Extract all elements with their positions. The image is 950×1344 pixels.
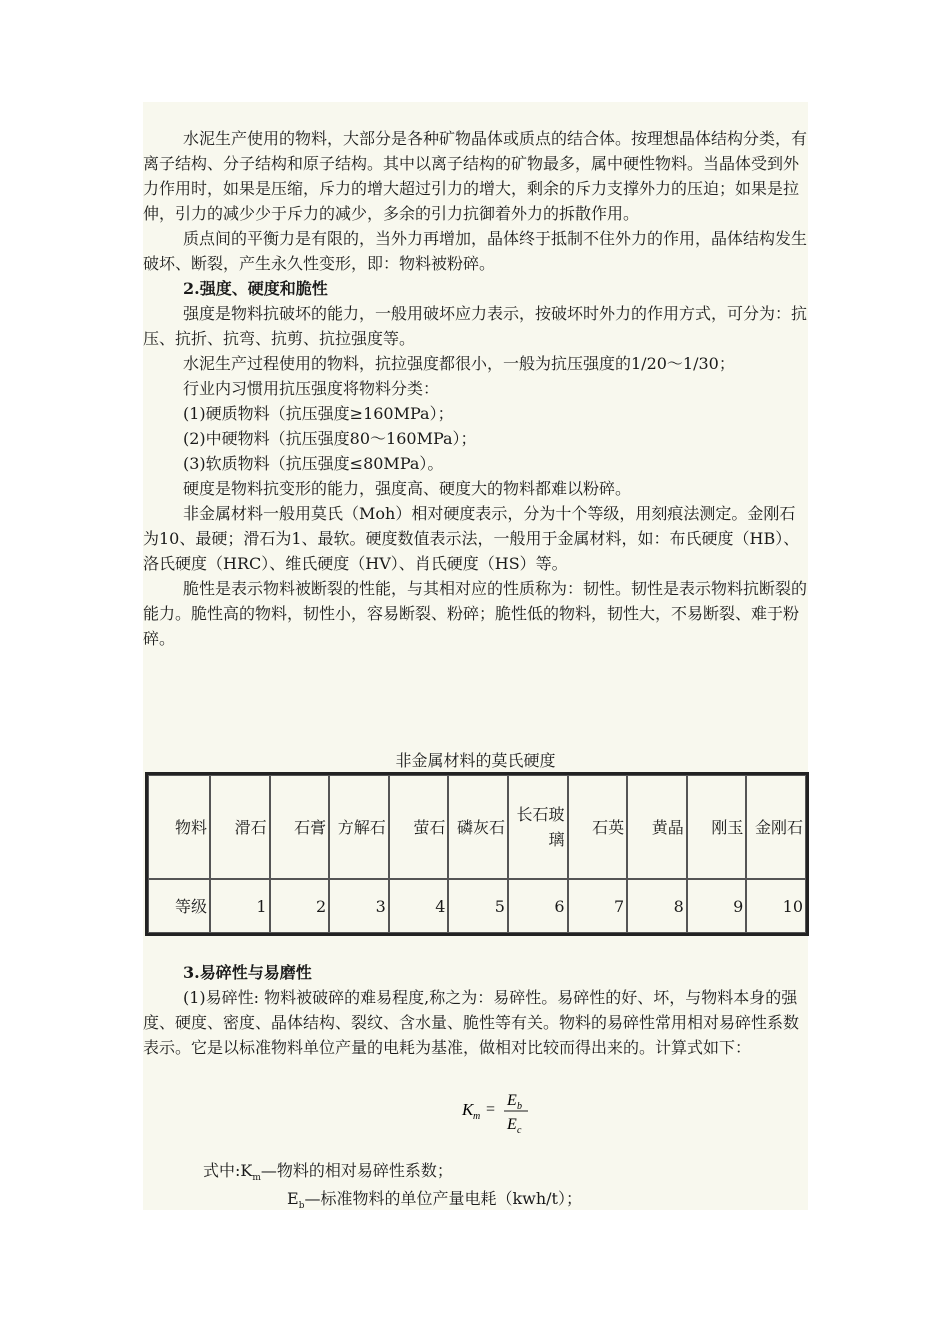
table-cell: 1 [210, 879, 270, 933]
mohs-hardness-table [145, 772, 809, 936]
section-heading: 3.易碎性与易磨性 [183, 963, 312, 982]
formula-lhs: K [462, 1100, 474, 1119]
section-3 [143, 960, 808, 1060]
formula-denominator: E [507, 1116, 517, 1133]
paragraph: 行业内习惯用抗压强度将物料分类： [183, 379, 440, 398]
table-cell: 金刚石 [746, 775, 806, 879]
table-cell: 4 [389, 879, 449, 933]
legend-sub: m [252, 1173, 261, 1184]
table-cell: 磷灰石 [448, 775, 508, 879]
table-cell: 方解石 [329, 775, 389, 879]
list-item: (1)硬质物料（抗压强度≥160MPa）； [183, 404, 454, 423]
table-cell: 黄晶 [627, 775, 687, 879]
table-cell: 7 [568, 879, 628, 933]
formula-lhs-sub: m [473, 1111, 481, 1122]
paragraph: 水泥生产过程使用的物料，抗拉强度都很小，一般为抗压强度的1/20～1/30； [183, 354, 735, 373]
paragraph: (1)易碎性: 物料被破碎的难易程度,称之为：易碎性。易碎性的好、坏，与物料本身的强度、硬度、密度、晶体结构、裂纹、含水量、脆性等有关。物料的易碎性常用相对易碎性系数表示。它是以标准物料单位产量的电耗为基准，做相对比较而得出来的。计算式如下： [143, 988, 800, 1057]
formula-equals: = [486, 1101, 496, 1118]
section-heading: 2.强度、硬度和脆性 [183, 279, 328, 298]
formula [460, 1085, 540, 1135]
paragraph: 强度是物料抗破坏的能力，一般用破坏应力表示，按破坏时外力的作用方式，可分为：抗压、抗折、抗弯、抗剪、抗拉强度等。 [143, 304, 808, 348]
table-row [148, 775, 806, 879]
document-body [143, 126, 808, 651]
legend-text: —物料的相对易碎性系数； [260, 1161, 453, 1180]
table-caption: 非金属材料的莫氏硬度 [395, 751, 556, 770]
formula-denominator-sub: c [517, 1125, 522, 1135]
table-cell: 6 [508, 879, 568, 933]
paragraph: 质点间的平衡力是有限的，当外力再增加，晶体终于抵制不住外力的作用，晶体结构发生破坏、断裂，产生永久性变形，即：物料被粉碎。 [143, 229, 808, 273]
paragraph: 非金属材料一般用莫氏（Moh）相对硬度表示，分为十个等级，用刻痕法测定。金刚石为10、最硬；滑石为1、最软。硬度数值表示法，一般用于金属材料，如：布氏硬度（HB）、洛氏硬度（HRC）、维氏硬度（HV）、肖氏硬度（HS）等。 [143, 504, 800, 573]
row-header-material: 物料 [148, 775, 210, 879]
formula-numerator-sub: b [517, 1101, 522, 1112]
table-cell: 10 [746, 879, 806, 933]
table-cell: 石英 [568, 775, 628, 879]
list-item: (2)中硬物料（抗压强度80～160MPa）； [183, 429, 477, 448]
paragraph: 硬度是物料抗变形的能力，强度高、硬度大的物料都难以粉碎。 [183, 479, 632, 498]
table-row [148, 879, 806, 933]
table-cell: 9 [687, 879, 747, 933]
table-cell: 滑石 [210, 775, 270, 879]
formula-legend-eb [287, 1186, 582, 1219]
legend-sub: b [298, 1201, 305, 1212]
table-cell: 长石玻璃 [508, 775, 568, 879]
table-cell: 3 [329, 879, 389, 933]
row-header-grade: 等级 [148, 879, 210, 933]
paragraph: 脆性是表示物料被断裂的性能，与其相对应的性质称为：韧性。韧性是表示物料抗断裂的能力。脆性高的物料，韧性小，容易断裂、粉碎；脆性低的物料，韧性大，不易断裂、难于粉碎。 [143, 579, 808, 648]
table-cell: 石膏 [270, 775, 330, 879]
table-cell: 萤石 [389, 775, 449, 879]
formula-numerator: E [507, 1092, 517, 1109]
table-cell: 刚玉 [687, 775, 747, 879]
list-item: (3)软质物料（抗压强度≤80MPa）。 [183, 454, 444, 473]
legend-text: —标准物料的单位产量电耗（kwh/t）； [304, 1189, 582, 1208]
paragraph: 水泥生产使用的物料，大部分是各种矿物晶体或质点的结合体。按理想晶体结构分类，有离子结构、分子结构和原子结构。其中以离子结构的矿物最多，属中硬性物料。当晶体受到外力作用时，如果是压缩，斥力的增大超过引力的增大，剩余的斥力支撑外力的压迫；如果是拉伸，引力的减少少于斥力的减少，多余的引力抗御着外力的拆散作用。 [143, 129, 808, 223]
legend-prefix: E [287, 1189, 299, 1208]
table-cell: 2 [270, 879, 330, 933]
table-cell: 5 [448, 879, 508, 933]
table-cell: 8 [627, 879, 687, 933]
legend-prefix: 式中:K [203, 1161, 253, 1180]
